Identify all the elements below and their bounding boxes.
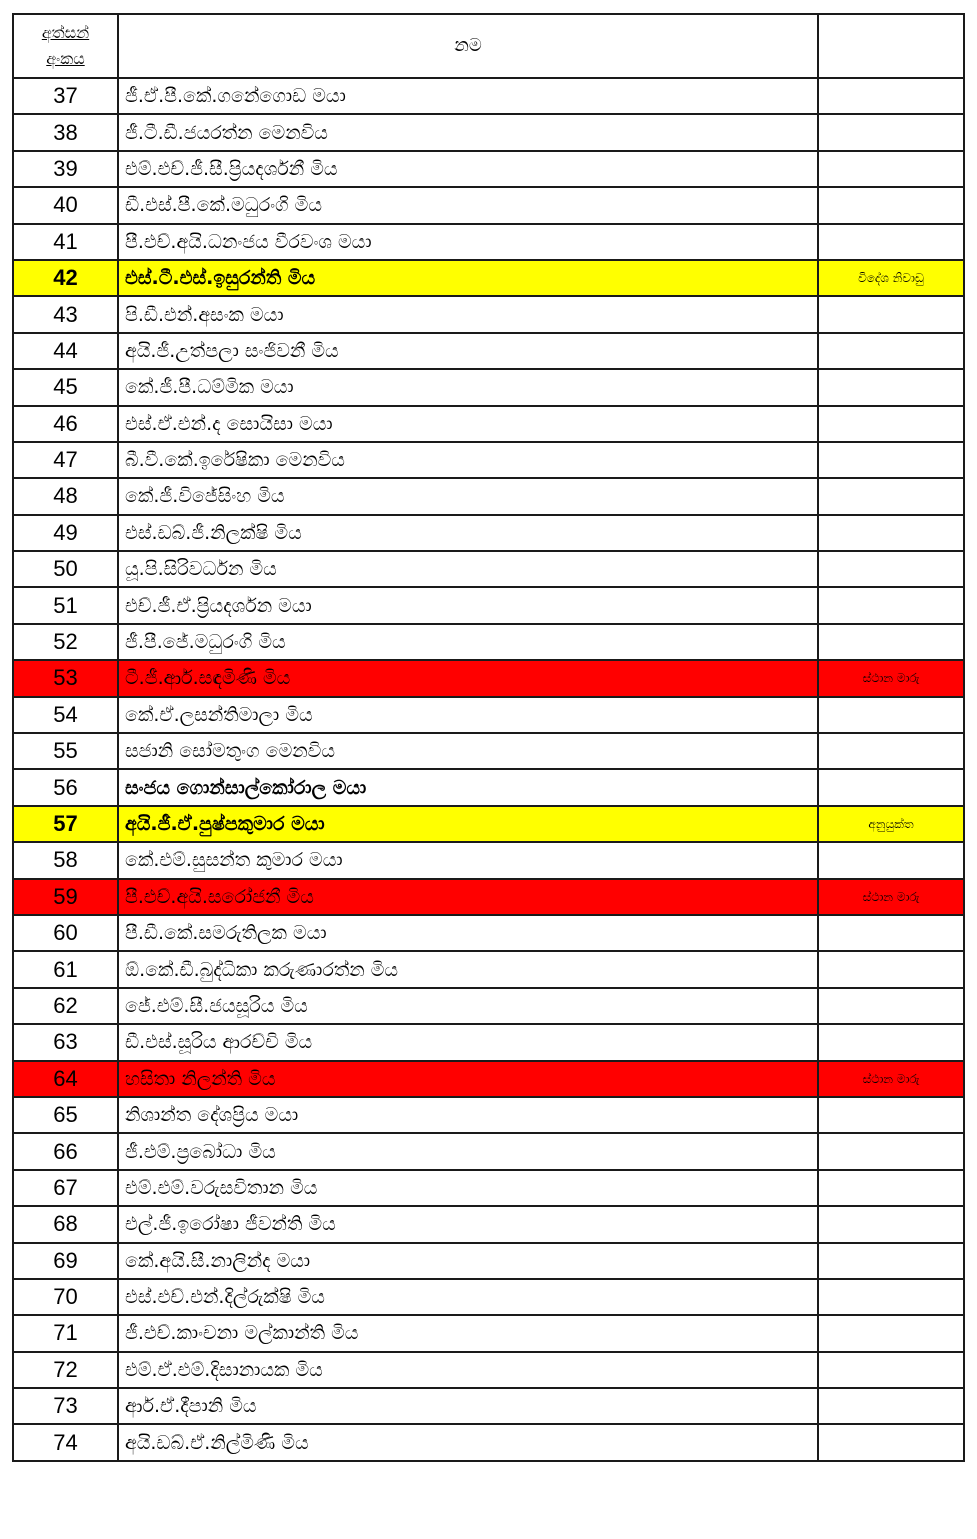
header-number-line2: අංකය (46, 49, 85, 68)
row-number: 56 (13, 769, 118, 805)
table-row (13, 1352, 964, 1388)
row-name: එස්.ඒ.එන්.ද සොයිසා මයා (118, 406, 818, 442)
row-number: 47 (13, 442, 118, 478)
row-number: 63 (13, 1024, 118, 1060)
row-number: 45 (13, 369, 118, 405)
row-number: 64 (13, 1061, 118, 1097)
row-name: කේ.එම්.සුසන්ත කුමාර මයා (118, 842, 818, 878)
table-row (13, 1206, 964, 1242)
table-row (13, 951, 964, 987)
row-note (818, 224, 964, 260)
table-row (13, 151, 964, 187)
table-row (13, 224, 964, 260)
row-number: 39 (13, 151, 118, 187)
row-note (818, 551, 964, 587)
row-number: 71 (13, 1315, 118, 1351)
row-note (818, 515, 964, 551)
table-row (13, 697, 964, 733)
row-note (818, 442, 964, 478)
table-row (13, 1243, 964, 1279)
table-row (13, 114, 964, 150)
row-note: විදේශ නිවාඩු (818, 260, 964, 296)
row-name: ජේ.එම්.සී.ජයසූරිය මිය (118, 988, 818, 1024)
row-name: ජී.පී.ජේ.මධුරංගි මිය (118, 624, 818, 660)
header-row (13, 14, 964, 78)
row-number: 49 (13, 515, 118, 551)
row-number: 55 (13, 733, 118, 769)
row-number: 53 (13, 660, 118, 696)
table-row (13, 369, 964, 405)
row-number: 54 (13, 697, 118, 733)
row-name: පී.ඩී.කේ.සමරුතිලක මයා (118, 915, 818, 951)
row-note (818, 369, 964, 405)
row-name: හසිතා නිලන්ති මිය (118, 1061, 818, 1097)
row-name: කේ.ජී.විජේසිංහ මිය (118, 478, 818, 514)
row-number: 68 (13, 1206, 118, 1242)
row-name: ජී.එම්.ප්‍රබෝධා මිය (118, 1133, 818, 1169)
row-note (818, 151, 964, 187)
table-row (13, 260, 964, 296)
row-number: 67 (13, 1170, 118, 1206)
table-row (13, 587, 964, 623)
row-name: කේ.අයි.සී.නාලින්ද මයා (118, 1243, 818, 1279)
row-name: නිශාන්ත දේශප්‍රිය මයා (118, 1097, 818, 1133)
row-note (818, 587, 964, 623)
row-name: ඩී.එස්.පී.කේ.මධුරංගි මිය (118, 187, 818, 223)
header-note (818, 14, 964, 78)
row-name: සජානි සෝමතුංග මෙනවිය (118, 733, 818, 769)
row-number: 37 (13, 78, 118, 114)
row-note (818, 1133, 964, 1169)
row-number: 40 (13, 187, 118, 223)
row-number: 70 (13, 1279, 118, 1315)
table-row (13, 1279, 964, 1315)
row-note (818, 1024, 964, 1060)
row-number: 43 (13, 296, 118, 332)
row-note: අනුයුක්ත (818, 806, 964, 842)
row-number: 52 (13, 624, 118, 660)
table-row (13, 333, 964, 369)
row-note (818, 1243, 964, 1279)
table-row (13, 624, 964, 660)
row-number: 48 (13, 478, 118, 514)
row-number: 38 (13, 114, 118, 150)
row-number: 72 (13, 1352, 118, 1388)
row-number: 42 (13, 260, 118, 296)
attendance-sheet (12, 13, 965, 1462)
table-row (13, 406, 964, 442)
table-row (13, 1024, 964, 1060)
table-row (13, 769, 964, 805)
table-row (13, 915, 964, 951)
row-name: ජී.ඒ.පී.කේ.ගනේගොඩ මයා (118, 78, 818, 114)
row-name: පී.එච්.අයි.සරෝජනී මිය (118, 879, 818, 915)
row-name: එල්.ජී.ඉරෝෂා ජීවන්ති මිය (118, 1206, 818, 1242)
row-name: එච්.ජී.ඒ.ප්‍රියදර්ශන මයා (118, 587, 818, 623)
row-name: ජී.ටී.ඩී.ජයරත්න මෙනවිය (118, 114, 818, 150)
table-row (13, 442, 964, 478)
row-name: සංජය ගොන්සාල්කෝරාල මයා (118, 769, 818, 805)
row-number: 69 (13, 1243, 118, 1279)
row-note (818, 697, 964, 733)
row-number: 46 (13, 406, 118, 442)
row-name: එස්.ඩබ්.ජී.නිලක්ෂි මිය (118, 515, 818, 551)
table-row (13, 1388, 964, 1424)
table-row (13, 879, 964, 915)
row-note (818, 1424, 964, 1460)
row-note (818, 1315, 964, 1351)
row-note (818, 624, 964, 660)
row-name: බී.වී.කේ.ඉරේෂිකා මෙනවිය (118, 442, 818, 478)
row-note (818, 733, 964, 769)
row-name: එම්.ඒ.එම්.දිසානායක මිය (118, 1352, 818, 1388)
row-name: එස්.එච්.එන්.දිල්රුක්ෂි මිය (118, 1279, 818, 1315)
row-note (818, 1279, 964, 1315)
row-note (818, 114, 964, 150)
row-number: 44 (13, 333, 118, 369)
row-number: 57 (13, 806, 118, 842)
table-row (13, 187, 964, 223)
row-number: 74 (13, 1424, 118, 1460)
row-number: 65 (13, 1097, 118, 1133)
table-row (13, 1170, 964, 1206)
row-number: 66 (13, 1133, 118, 1169)
table-row (13, 296, 964, 332)
row-name: අයි.ජී.ඒ.පුෂ්පකුමාර මයා (118, 806, 818, 842)
row-note: ස්ථාන මාරු (818, 660, 964, 696)
header-name: නම (118, 14, 818, 78)
row-note (818, 1388, 964, 1424)
row-name: පී.එච්.අයි.ධනංජය වීරවංශ මයා (118, 224, 818, 260)
row-note (818, 915, 964, 951)
row-note (818, 769, 964, 805)
table-row (13, 478, 964, 514)
table-row (13, 515, 964, 551)
row-name: එම්.එම්.වරුසවිතාන මිය (118, 1170, 818, 1206)
table-row (13, 988, 964, 1024)
row-number: 59 (13, 879, 118, 915)
table-row (13, 733, 964, 769)
table-row (13, 78, 964, 114)
row-number: 60 (13, 915, 118, 951)
row-name: ඩී.එස්.සූරිය ආරච්චි මිය (118, 1024, 818, 1060)
row-number: 61 (13, 951, 118, 987)
row-note (818, 1097, 964, 1133)
table-row (13, 1061, 964, 1097)
row-number: 58 (13, 842, 118, 878)
row-note (818, 1352, 964, 1388)
row-note (818, 842, 964, 878)
row-note (818, 478, 964, 514)
row-note (818, 296, 964, 332)
row-name: යූ.පි.සිරිවර්ධන මිය (118, 551, 818, 587)
table-row (13, 1424, 964, 1460)
row-note (818, 78, 964, 114)
row-number: 41 (13, 224, 118, 260)
row-name: කේ.ජී.පී.ධම්මික මයා (118, 369, 818, 405)
row-name: ආර්.ඒ.දීපානි මිය (118, 1388, 818, 1424)
row-note (818, 1170, 964, 1206)
row-name: එස්.ටී.එස්.ඉසුරන්ති මිය (118, 260, 818, 296)
row-note (818, 406, 964, 442)
row-note (818, 988, 964, 1024)
row-number: 73 (13, 1388, 118, 1424)
row-note (818, 1206, 964, 1242)
table-row (13, 1315, 964, 1351)
header-number-line1: අත්සන් (41, 23, 90, 42)
row-note (818, 187, 964, 223)
row-name: පි.ඩී.එන්.අසංක මයා (118, 296, 818, 332)
table-row (13, 1097, 964, 1133)
header-signature-number (13, 14, 118, 78)
table-row (13, 551, 964, 587)
row-name: අයි.ඩබ්.ඒ.නිල්මිණි මිය (118, 1424, 818, 1460)
table-row (13, 842, 964, 878)
row-name: කේ.ඒ.ලසන්තිමාලා මිය (118, 697, 818, 733)
row-name: ජී.එච්.කාංචනා මල්කාන්ති මිය (118, 1315, 818, 1351)
row-number: 62 (13, 988, 118, 1024)
row-name: අයි.ජී.උත්පලා සංජිවනී මිය (118, 333, 818, 369)
table-row (13, 806, 964, 842)
row-note (818, 951, 964, 987)
row-note: ස්ථාන මාරු (818, 1061, 964, 1097)
row-number: 50 (13, 551, 118, 587)
row-note (818, 333, 964, 369)
row-name: ටී.ජී.ආර්.සඳමිණි මිය (118, 660, 818, 696)
row-number: 51 (13, 587, 118, 623)
table-row (13, 1133, 964, 1169)
row-name: එම්.එච්.ජී.සී.ප්‍රියදර්ශනී මිය (118, 151, 818, 187)
row-note: ස්ථාන මාරු (818, 879, 964, 915)
row-name: ඕ.කේ.ඩී.බුද්ධිකා කරුණාරත්න මිය (118, 951, 818, 987)
table-row (13, 660, 964, 696)
